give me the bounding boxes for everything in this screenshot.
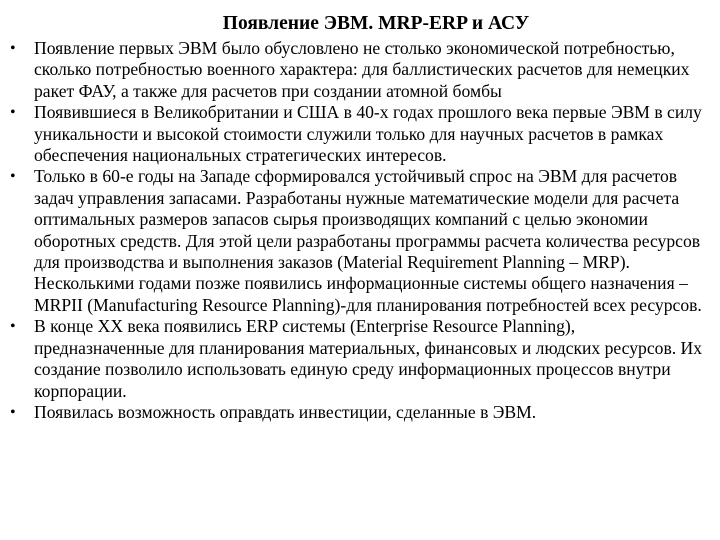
bullet-item [6,166,706,316]
bullet-text: Появление первых ЭВМ было обусловлено не столько экономической потребностью, сколько потребностью военного характера: для баллистических расчетов для немецких ракет ФАУ, а также для расчетов при создании атомной бомбы [34,38,690,101]
bullet-icon: • [10,318,16,336]
bullet-item [6,316,706,402]
bullet-item [6,402,706,423]
bullet-text: Появившиеся в Великобритании и США в 40-х годах прошлого века первые ЭВМ в силу уникальности и высокой стоимости служили только для научных расчетов в рамках обеспечения национальных стратегических интересов. [34,102,702,166]
bullet-text: В конце XX века появились ERP системы (Enterprise Resource Planning), предназначенные для планирования материальных, финансовых и людских ресурсов. Их создание позволило использовать единую среду информационных процессов внутри корпорации. [34,316,703,401]
bullet-text: Только в 60-е годы на Западе сформировался устойчивый спрос на ЭВМ для расчетов задач управления запасами. Разработаны нужные математические модели для расчета оптимальных размеров запасов сырья производящих компаний с целью экономии оборотных средств. Для этой цели разработаны программы расчета количества ресурсов для производства и выполнения заказов (Material Requirement Planning – MRP). Несколькими годами позже появились информационные системы общего назначения –MRPII (Manufacturing Resource Planning)-для планирования потребностей всех ресурсов. [34,166,702,315]
bullet-item [6,38,706,102]
bullet-icon: • [10,104,16,122]
bullet-icon: • [10,168,16,186]
bullet-item [6,102,706,166]
bullet-icon: • [10,40,16,57]
bullet-icon: • [10,403,16,421]
bullet-list [6,38,706,423]
bullet-text: Появилась возможность оправдать инвестиции, сделанные в ЭВМ. [34,401,537,422]
slide-title: Появление ЭВМ. MRP-ERP и АСУ [222,13,530,34]
